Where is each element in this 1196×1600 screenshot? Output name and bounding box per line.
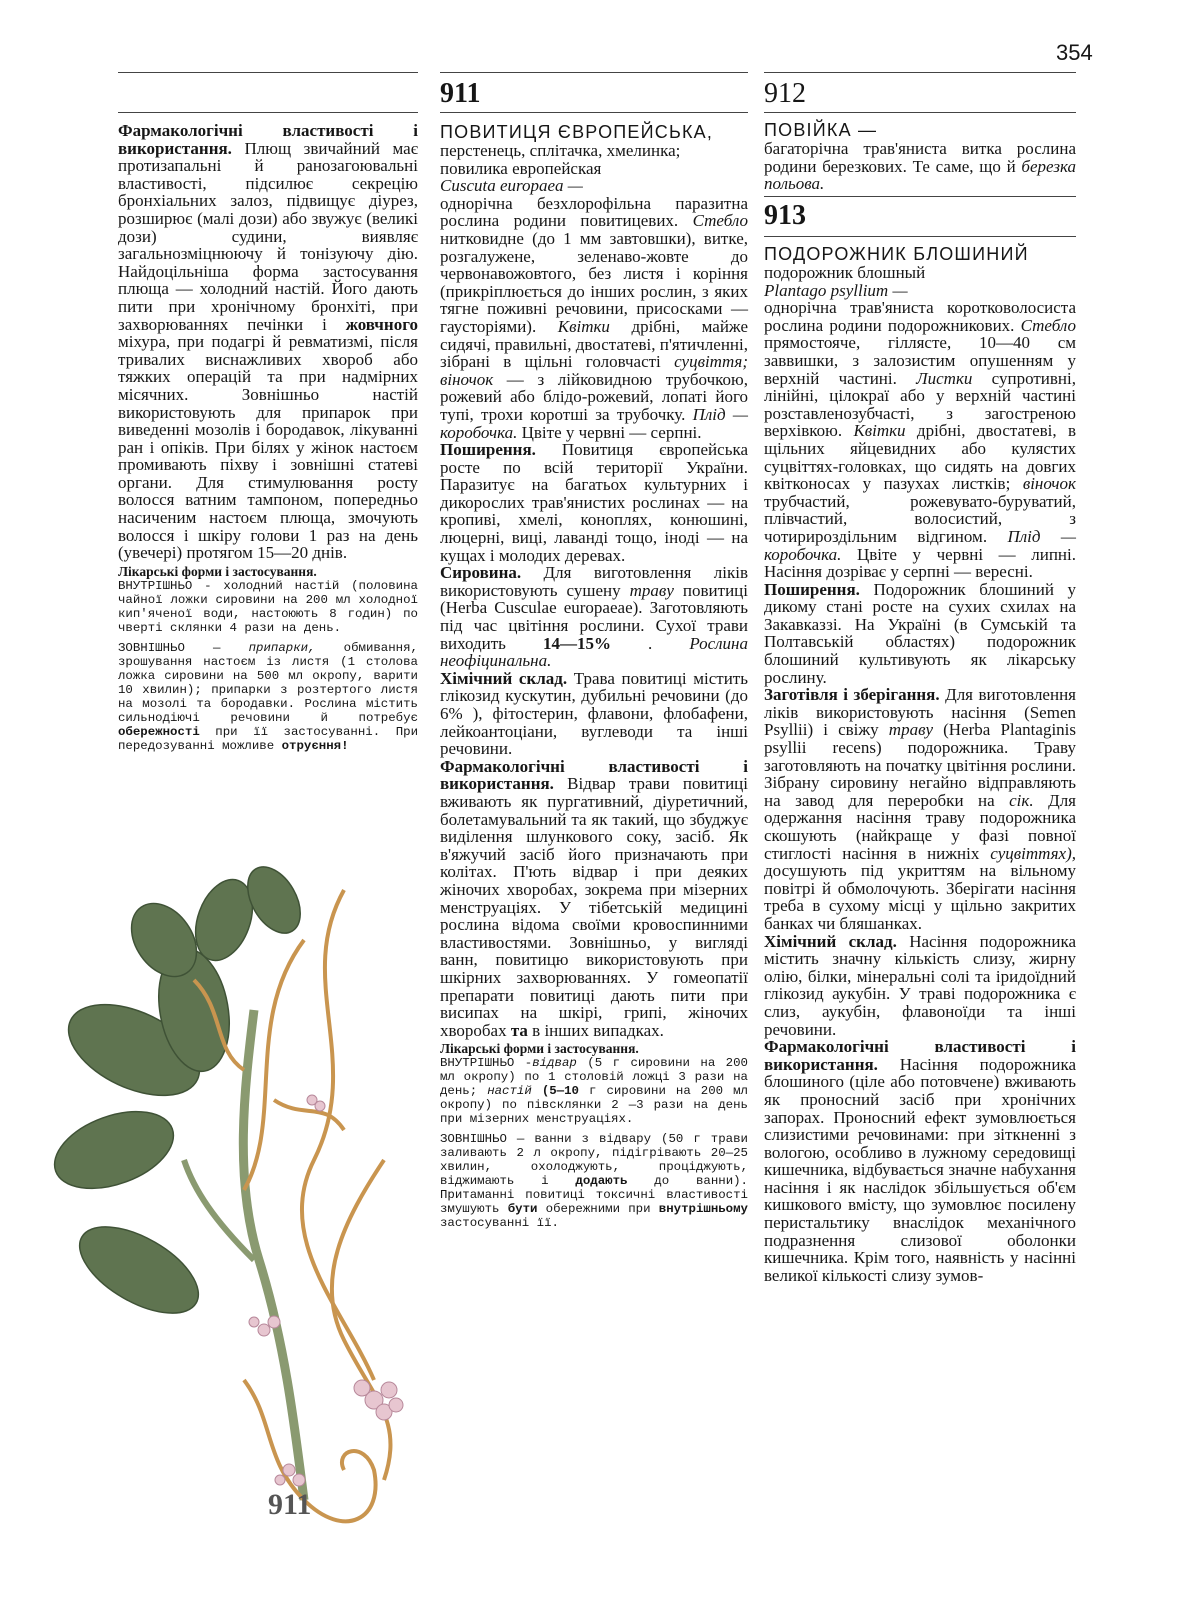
text: Для виготовлення ліків використовують насіння (Semen Psyllii) і свіжу bbox=[764, 685, 1076, 740]
text: Трава повитиці містить глікозид кускутин, дубильні речовини (до 6% ), фітостерин, флавони, флобафени, лейкоантоціани, вуглеводи та інші речовини. bbox=[440, 668, 748, 759]
text-italic: траву bbox=[629, 580, 674, 600]
text: Відвар трави повитиці вживають як пургативний, діуретичний, болетамувальний та як такий, що збуджує виділення шлункового соку, засіб. Як в'яжучий засіб його призначають при колітах. П'ють відвар і при деяких жіночих хворобах, зокрема при мізерних менструаціях. У тібетській медицині рослина відома своїми кровоспинними властивостями. Зовнішньо, у вигляді ванн, повитицю використовують при шкірних захворюваннях. У гомеопатії препарати повитиці дають пити при висипах на шкірі, грипі, жіночих хворобах bbox=[440, 774, 748, 1040]
text-italic: траву bbox=[888, 720, 933, 740]
column-middle bbox=[440, 122, 748, 1230]
pharmacology-paragraph bbox=[118, 122, 418, 562]
entry-rule-913 bbox=[764, 236, 1076, 237]
leaf-icon bbox=[44, 860, 311, 1331]
text: г сировини на 200 мл окропу) по півсклянки 2 —3 рази на день при мізерних менструаціях. bbox=[440, 1084, 748, 1127]
text: Для одержання насіння траву подорожника скошують (найкраще у фазі повної стиглості насіння в нижніх bbox=[764, 790, 1076, 863]
section-lead: Фармакологічні властивості і використання. bbox=[440, 756, 748, 794]
forms-heading: Лікарські форми і застосування. bbox=[118, 563, 317, 579]
text: обережними при bbox=[537, 1202, 659, 1217]
entry-number-912: 912 bbox=[764, 78, 806, 109]
text-bold: жовчного bbox=[345, 314, 418, 334]
header-rule-right bbox=[764, 72, 1076, 73]
text-italic: суцвіттях), bbox=[990, 843, 1076, 863]
text-italic: Листки bbox=[916, 368, 973, 388]
distribution-paragraph bbox=[764, 581, 1076, 687]
entry-latin-name: Cuscuta europaea — bbox=[440, 176, 583, 196]
column-right-913 bbox=[764, 244, 1076, 1284]
text: Для виготовлення ліків використовують сушену bbox=[440, 563, 748, 600]
entry-912-description bbox=[764, 140, 1076, 193]
text: однорічна безхлорофільна паразитна рослина родини повитицевих. bbox=[440, 193, 748, 231]
stem-icon bbox=[184, 1010, 304, 1500]
text-bold: та bbox=[510, 1020, 528, 1040]
section-lead: Поширення. bbox=[440, 440, 536, 460]
forms-external bbox=[118, 641, 418, 753]
harvesting-paragraph bbox=[764, 686, 1076, 932]
section-lead: Фармакологічні властивості і використання. bbox=[118, 121, 418, 158]
text: прямостояче, гіллясте, 10—40 см заввишки, з залозистим опушенням у верхній частині. bbox=[764, 333, 1076, 388]
text: повитиці (Herba Cusculae europaeae). Заготовляють під час цвітіння рослини. Сухої трави виходить bbox=[440, 580, 748, 653]
text-italic: припарки, bbox=[248, 640, 316, 655]
text: ВНУТРІШНЬО - bbox=[440, 1056, 533, 1071]
text-italic: Плід — коробочка. bbox=[440, 404, 748, 442]
text: при її застосуванні. При передозуванні можливе bbox=[118, 724, 418, 753]
text: багаторічна трав'яниста витка рослина родини березкових. Те саме, що й bbox=[764, 139, 1076, 176]
text-italic: Квітки bbox=[853, 421, 906, 441]
text: застосуванні її. bbox=[440, 1216, 559, 1231]
text-bold: додають bbox=[575, 1174, 628, 1189]
chemistry-paragraph bbox=[764, 933, 1076, 1039]
text: Цвіте у червні — липні. Насіння дозріває у серпні — вересні. bbox=[764, 544, 1076, 582]
text: Насіння подорожника містить значну кількість слизу, жирну олію, білки, мінеральні солі та іридоїдний глікозид аукубін. У траві подорожника є слиз, аукубін, флавоноїди та інші речовини. bbox=[764, 931, 1076, 1039]
entry-russian-name: подорожник блошный bbox=[764, 263, 926, 282]
text: досушують під укриттям на вільному повітрі й обмолочують. Зберігати насіння треба в сухому місці у щільно закритих банках чи бляшанках. bbox=[764, 861, 1076, 933]
plant-illustration bbox=[44, 860, 424, 1560]
text: Насіння подорожника блошиного (ціле або потовчене) вживають як проносний засіб при хронічних запорах. Проносний ефект зумовлюється слизистими речовинами: при зіткненні з вологою, особливо в лужному середовищі кишечника, відбувається значне набухання насіння і як наслідок збільшується об'єм кишкового вмісту, що зумовлює посилену перистальтику внаслідок механічного подразнення слизової оболонки кишечника. Крім того, наявність у насінні великої кількості слизу зумов- bbox=[764, 1054, 1076, 1285]
text-bold: внутрішньому bbox=[658, 1202, 748, 1217]
raw-material-paragraph bbox=[440, 564, 748, 670]
text-italic: Стебло bbox=[1020, 315, 1076, 335]
text: обмивання, зрошування настоєм із листя (1 столова ложка сировини на 500 мл окропу, варити 10 хвилин); припарки з розтертого листя на мозолі та бородавки. Рослина містить сильнодіючі речовини й потребує bbox=[118, 640, 418, 725]
text: однорічна трав'яниста коротковолосиста рослина родини подорожникових. bbox=[764, 298, 1076, 335]
text: міхура, при подагрі й ревматизмі, після тривалих виснажливих хвороб або тяжких операцій та при надмірних місячних. Зовнішньо настій використовують для припарок при виведенні мозолів і бородавок, лікуванні ран і опіків. При білях у жінок настоєм промивають піхву і зовнішні статеві органи. Для стимулювання росту волосся ватним тампоном, попередньо насиченим настоєм плюща, змочують волосся і шкіру голови 1 раз на день (увечері) протягом 15—20 днів. bbox=[118, 332, 418, 563]
section-lead: Сировина. bbox=[440, 563, 522, 583]
text-bold: (5—10 bbox=[531, 1084, 579, 1099]
description-paragraph bbox=[764, 299, 1076, 581]
entry-title-911: ПОВИТИЦЯ ЄВРОПЕЙСЬКА, bbox=[440, 122, 714, 142]
header-rule-left bbox=[118, 72, 418, 73]
chemistry-paragraph bbox=[440, 670, 748, 758]
entry-rule-913-top bbox=[764, 196, 1076, 197]
entry-rule-mid bbox=[440, 112, 748, 113]
column-left bbox=[118, 122, 418, 753]
forms-internal: ВНУТРІШНЬО - холодний настій (половина чайної ложки сировини на 200 мл холодної кип'яченої води, настоюють 8 годин) по чверті склянки 4 рази на день. bbox=[118, 578, 418, 635]
page-number: 354 bbox=[1056, 40, 1093, 65]
text: (Herba Plantaginis psyllii recens) подорожника. Траву заготовляють на початку цвітіння рослини. Зібрану сировину негайно відправляють на завод для переробки на bbox=[764, 720, 1077, 810]
section-lead: Поширення. bbox=[764, 579, 860, 599]
text: Повитиця європейська росте по всій території України. Паразитує на багатьох культурних і дикорослих трав'янистих рослинах — на кропиві, хмелі, коноплях, конюшині, люцерні, виці, лаванді тощо, іноді — на кущах і молодих деревах. bbox=[440, 440, 748, 565]
section-lead: Заготівля і зберігання. bbox=[764, 685, 940, 705]
forms-external bbox=[440, 1132, 748, 1230]
entry-rule-left bbox=[118, 112, 418, 113]
entry-latin-name: Plantago psyllium — bbox=[764, 280, 908, 300]
entry-aliases: перстенець, сплітачка, хмелинка; bbox=[440, 141, 681, 160]
text: ЗОВНІШНЬО — ванни з відвару (50 г трави заливають 2 л окропу, підігрівають 20—25 хвилин, охолоджують, проціджують, віджимають і bbox=[440, 1132, 748, 1189]
text-italic: Рослина неофіцинальна. bbox=[440, 633, 748, 671]
header-rule-mid bbox=[440, 72, 748, 73]
section-lead: Фармакологічні властивості і використання. bbox=[764, 1037, 1076, 1074]
entry-title-913: ПОДОРОЖНИК БЛОШИНИЙ bbox=[764, 244, 1029, 264]
text: до ванни). Притаманні повитиці токсичні властивості змушують bbox=[440, 1174, 748, 1217]
text-bold: 14—15% bbox=[542, 633, 611, 653]
text-bold: отруєння! bbox=[281, 738, 349, 753]
text: супротивні, лінійні, цілокраї або у верхній частині розставленозубчасті, з загостреною верхівкою. bbox=[764, 368, 1076, 441]
pharmacology-paragraph bbox=[764, 1038, 1076, 1284]
text: трубчастий, рожевувато-буруватий, плівчастий, волосистий, з чотирироздільним відгином. bbox=[764, 491, 1076, 546]
text-italic: Квітки bbox=[557, 316, 610, 336]
text-italic: відвар bbox=[532, 1056, 577, 1071]
text: дрібні, майже сидячі, правильні, двостатеві, п'ятичленні, зібрані в щільні головчасті bbox=[440, 316, 749, 372]
entry-title-912: ПОВІЙКА — bbox=[764, 120, 878, 140]
text-bold: бути bbox=[507, 1202, 538, 1217]
entry-number-911: 911 bbox=[440, 78, 481, 109]
text: дрібні, двостатеві, в щільних яйцевидних або кулястих суцвіттях-головках, що сидять на довгих квітконосах у пазухах листків; bbox=[764, 421, 1076, 494]
text: . bbox=[610, 633, 690, 653]
text: Плющ звичайний має протизапальні й ранозагоювальні властивості, підсилює секрецію бронхіальних залоз, підвищує діурез, розширює (малі дози) або звужує (великі дози) судини, виявляє загальнозміцнюючу й тонізуючу дію. Найдоцільніша форма застосування плюща — холодний настій. Його дають пити при хронічному бронхіті, при захворюваннях печінки і bbox=[118, 138, 418, 334]
entry-number-913: 913 bbox=[764, 200, 806, 231]
text: Подорожник блошиний у дикому стані росте на сухих схилах на Закавказзі. На Україні (в Сумській та Полтавській областях) подорожник блошиний культивують як лікарську рослину. bbox=[764, 579, 1076, 687]
column-right bbox=[764, 120, 1076, 193]
description-paragraph bbox=[440, 195, 748, 441]
text-italic: настій bbox=[487, 1084, 532, 1099]
text-italic: сік. bbox=[1009, 790, 1034, 810]
text-italic: Плід — коробочка. bbox=[764, 526, 1076, 564]
distribution-paragraph bbox=[440, 441, 748, 564]
section-lead: Хімічний склад. bbox=[764, 931, 897, 951]
text-italic: віночок bbox=[1022, 474, 1076, 494]
forms-internal bbox=[440, 1056, 748, 1126]
text-bold: обережності bbox=[118, 724, 200, 739]
entry-rule-right bbox=[764, 112, 1076, 113]
text: — з лійковидною трубочкою, рожевий або блідо-рожевий, лопаті його тупі, трохи коротші за трубочку. bbox=[440, 369, 748, 424]
text: ЗОВНІШНЬО — bbox=[118, 640, 249, 655]
pharmacology-paragraph bbox=[440, 758, 748, 1040]
text: нитковидне (до 1 мм завтовшки), витке, розгалужене, зеленаво-жовте до червонавожовтого, без листя і коріння (прикріплюється до інших рослин, з яких тягне поживні речовини, присосками — гаусторіями). bbox=[440, 228, 748, 336]
text-italic: суцвіття; віночок bbox=[440, 352, 748, 389]
text: Цвіте у червні — серпні. bbox=[517, 422, 702, 442]
section-lead: Хімічний склад. bbox=[440, 668, 568, 688]
text-italic: березка польова. bbox=[764, 156, 1076, 194]
text-italic: Стебло bbox=[692, 211, 748, 231]
entry-russian-name: повилика европейская bbox=[440, 158, 602, 178]
text: (5 г сировини на 200 мл окропу) по 1 столовій ложці 3 рази на день; bbox=[440, 1056, 748, 1099]
text: в інших випадках. bbox=[527, 1020, 664, 1040]
forms-heading: Лікарські форми і застосування. bbox=[440, 1041, 639, 1057]
illustration-caption: 911 bbox=[268, 1488, 312, 1521]
